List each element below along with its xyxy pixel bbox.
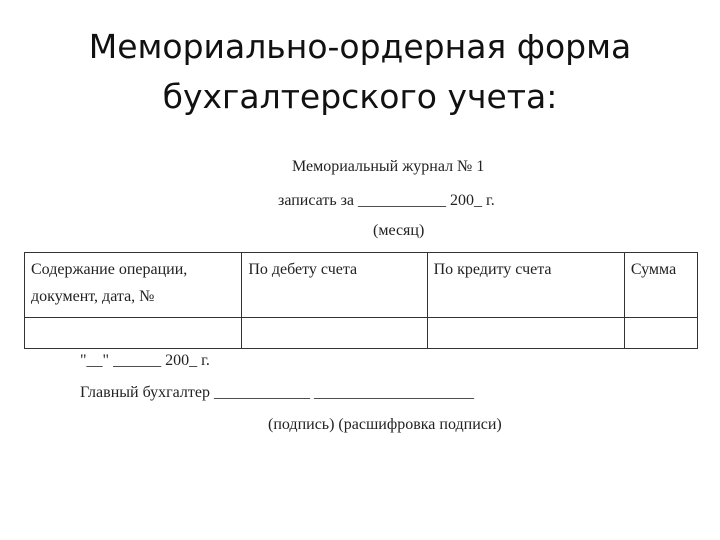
cell-amount	[624, 318, 697, 349]
slide-title-line2: бухгалтерского учета:	[162, 77, 558, 116]
table-row	[25, 318, 698, 349]
header-operation-content	[25, 253, 242, 318]
table-header-row	[25, 253, 698, 318]
slide-title-line1: Мемориально-ордерная форма	[88, 27, 632, 66]
header-amount: Сумма	[624, 253, 697, 318]
header-operation-line1: Содержание операции,	[31, 261, 188, 278]
header-operation-line2: документ, дата, №	[31, 288, 155, 305]
date-line: "__" ______ 200_ г.	[80, 352, 210, 369]
cell-operation	[25, 318, 242, 349]
slide-title	[0, 22, 720, 122]
chief-accountant-line: Главный бухгалтер ____________ ____________________	[80, 384, 474, 401]
journal-title: Мемориальный журнал № 1	[292, 158, 485, 175]
signature-captions: (подпись) (расшифровка подписи)	[268, 416, 502, 433]
record-period-line: записать за ___________ 200_ г.	[278, 192, 495, 209]
header-debit: По дебету счета	[242, 253, 427, 318]
header-credit: По кредиту счета	[427, 253, 624, 318]
cell-debit	[242, 318, 427, 349]
journal-table	[24, 252, 698, 349]
month-caption: (месяц)	[373, 222, 425, 239]
cell-credit	[427, 318, 624, 349]
